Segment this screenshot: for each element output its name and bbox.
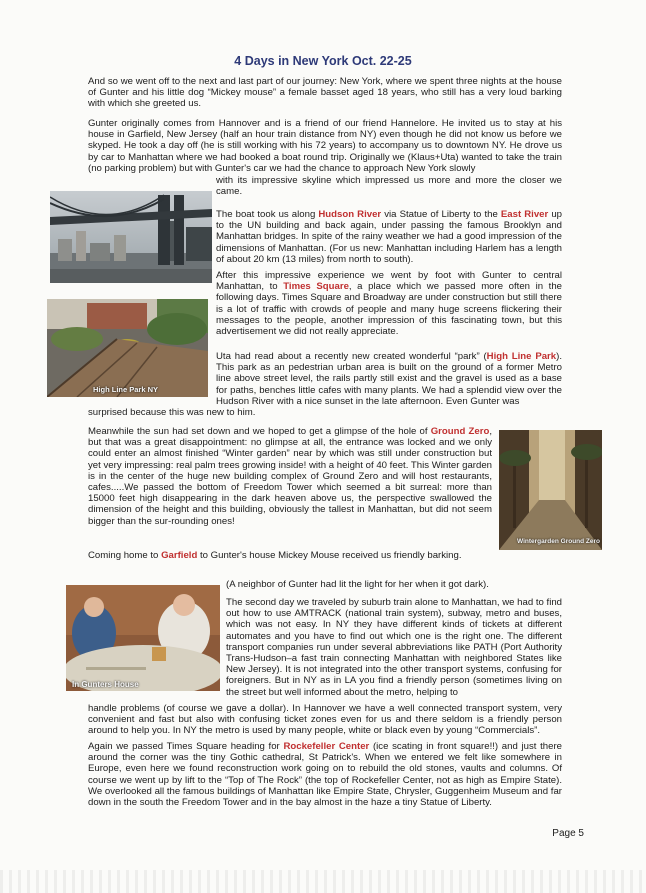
wintergarden-photo [499, 430, 602, 550]
bridge-photo [50, 191, 212, 283]
times-square-highlight: Times Square [283, 281, 349, 293]
paragraph-rockefeller: Again we passed Times Square heading for Rockefeller Center (ice scating in front square!!) and just there around the corner was the tiny Gothic cathedral, St Patrick's. When we entered we felt like somewhere in Europe, even here we found reconstruction work going on to rebuild the old stones, vaults and columns. Of course we went up by lift to the “Top of The Rock” (the top of Rockefeller Center, not as high as Empire State). We overlooked all the famous buildings of Manhattan like Empire State, Chrysler, Guggenheim Museum and far down in the south the Freedom Tower and in the bay almost in the haze a tiny Statue of Liberty. [88, 741, 562, 809]
hudson-river-highlight: Hudson River [318, 209, 382, 220]
scan-edge-artifact [0, 870, 646, 893]
gunters-house-photo [66, 585, 220, 691]
paragraph-highline-end: surprised because this was new to him. [88, 407, 256, 418]
ground-zero-highlight: Ground Zero [430, 426, 490, 437]
paragraph-gunter-cont: with its impressive skyline which impressed us more and more the closer we came. [216, 175, 562, 198]
highline-photo [47, 299, 208, 397]
paragraph-arrival: And so we went off to the next and last part of our journey: New York, where we spent three nights at the house of Gunter and his little dog “Mickey mouse” a female basset aged 18 years, who still has a very loud barking with which she greeted us. [88, 76, 562, 110]
garfield-highlight: Garfield [161, 550, 198, 561]
rockefeller-highlight: Rockefeller Center [283, 741, 370, 752]
gunters-house-caption: In Gunters House [72, 680, 139, 689]
east-river-highlight: East River [500, 209, 549, 220]
paragraph-garfield: Coming home to Garfield to Gunter's house Mickey Mouse received us friendly barking. [88, 550, 462, 561]
page-number: Page 5 [552, 828, 584, 839]
paragraph-neighbor: (A neighbor of Gunter had lit the light for her when it got dark). [226, 579, 489, 590]
wintergarden-caption: Wintergarden Ground Zero [517, 538, 600, 545]
page-title: 4 Days in New York Oct. 22-25 [234, 54, 412, 68]
highline-caption: High Line Park NY [93, 385, 159, 394]
paragraph-times-square: After this impressive experience we went by foot with Gunter to central Manhattan, to Times Square, a place which we passed more often in the following days. Times Square and Broadway are under construction but still there is a lot of traffic with crowds of people and many huge screens flickering their messages to the people, another impression of this fascinating town, but this advertisement we did not really appreciate. [216, 270, 562, 338]
highline-highlight: High Line Park [486, 351, 557, 362]
paragraph-highline: Uta had read about a recently new created wonderful “park” (High Line Park). This park as an pedestrian urban area is built on the ground of a former Metro line above street level, the rails partly still exist and the gravel is used as a base for paths, benches little cafes with many plants. We had a splendid view over the Hudson River with a nice sunset in the late afternoon. Even Gunter was [216, 351, 562, 407]
paragraph-ground-zero: Meanwhile the sun had set down and we hoped to get a glimpse of the hole of Ground Zero, but that was a great disappointment: no glimpse at all, the entrance was locked and we only could enter an almost finished “Winter garden” near by which was still under construction but yet very impressing: real palm trees growing inside! with a height of 40 feet. This Winter garden is in the center of the huge new building complex of Ground Zero and will host restaurants, cafes.....We passed the bottom of Freedom Tower which seemed a bit surreal: more than 15000 feet high disappearing in the dark heaven above us, the perspective swallowed the dimension of the height and this building, obviously the tallest in Manhattan, but did not seem bigger than the sur-rounding ones! [88, 426, 493, 527]
paragraph-second-day: The second day we traveled by suburb train alone to Manhattan, we had to find out how to use AMTRACK (national train system), subway, metro and buses, which was not easy. In NY they have different kinds of tickets at different automates and you have to find out which one is the right one. The different transport companies run under several abbreviations like PATH (Port Authority Trans-Hudson–a fast train connecting Manhattan with neighbored States like New Jersey). It is not integrated into the other transport systems, confusing for foreigners. But in NY as in LA you find a friendly person (sometimes living on the street but well informed about the metro, helping to [226, 597, 562, 698]
paragraph-boat: The boat took us along Hudson River via Statue of Liberty to the East River up to the UN building and back again, under passing the famous Brooklyn and Manhattan bridges. In spite of the rainy weather we had a good impression of the dimensions of Manhattan. (For us new: Manhattan including Harlem has a length of about 20 km (13 miles) from north to south). [216, 209, 562, 265]
paragraph-gunter: Gunter originally comes from Hannover and is a friend of our friend Hannelore. He invited us to stay at his house in Garfield, New Jersey (half an hour train distance from NY) even though he did not know us before we skyped. He took a day off (he is still working with his 72 years) to accompany us to downtown NY. He drove us by car to Manhattan where we had booked a boat round trip. Originally we (Klaus+Uta) wanted to take the train (no parking problem) but with Gunter's car we had the chance to approach New York slowly [88, 118, 562, 174]
paragraph-second-day-cont: handle problems (of course we gave a dollar). In Hannover we have a well connected transport system, very convenient and fast but also with confusing ticket zones even for us and there seldom is a friendly person around to help you. In NY the metro is used by many people, white or black even by young “Commercials”. [88, 703, 562, 737]
